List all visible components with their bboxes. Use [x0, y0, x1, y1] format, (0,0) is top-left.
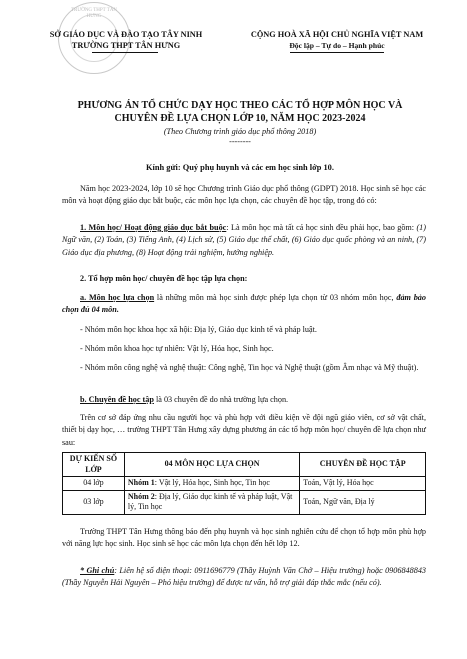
title-dashes: -------- [229, 137, 251, 146]
table-row [63, 490, 426, 514]
subject-combination-table [62, 452, 426, 515]
table-header-count: DỰ KIẾN SỐ LỚP [63, 453, 125, 477]
doc-subtitle: (Theo Chương trình giáo dục phổ thông 2018) [163, 127, 317, 136]
basis-paragraph: Trên cơ sở đáp ứng nhu cầu người học và phù hợp với điều kiện về đội ngũ giáo viên, cơ sở vật chất, thiết bị dạy học, … trường THPT Tân Hưng xây dựng phương án các tổ hợp môn học/ chuyên đề lựa chọn như sau: [62, 413, 426, 447]
note-label: * Ghi chú [80, 566, 115, 575]
section-2a-text: là những môn mà học sinh được phép lựa chọn từ 03 nhóm môn học, [154, 293, 397, 302]
table-row [63, 477, 426, 491]
group-1-item: - Nhóm môn học khoa học xã hội: Địa lý, Giáo dục kinh tế và pháp luật. [80, 325, 317, 334]
header-school: TRƯỜNG THPT TÂN HƯNG [71, 41, 181, 50]
section-2a-paragraph [62, 292, 426, 317]
group-label: Nhóm 1 [127, 478, 155, 487]
section-2-heading: 2. Tổ hợp môn học/ chuyên đề học tập lựa chọn: [80, 274, 248, 283]
section-2a-label: a. Môn học lựa chọn [80, 293, 155, 302]
note-text: : Liên hệ số điện thoại: 0911696779 (Thầy Huỳnh Văn Chớ – Hiệu trưởng) hoặc 0906848843 (Thầy Nguyễn Hải Nguyên – Phó hiệu trưởng) để được tư vấn, hỗ trợ giải đáp thắc mắc (nếu có). [62, 566, 427, 588]
header-right-underline [290, 52, 384, 53]
section-2a-emphasis: đảm bảo chọn đủ 04 môn. [62, 293, 426, 315]
table-cell-topics: Toán, Ngữ văn, Địa lý [300, 490, 426, 514]
closing-paragraph: Trường THPT Tân Hưng thông báo đến phụ huynh và học sinh nghiên cứu để chọn tổ hợp môn phù hợp với năng lực học sinh. Học sinh sẽ học các môn lựa chọn đến hết lớp 12. [62, 527, 426, 549]
group-2-item: - Nhóm môn khoa học tự nhiên: Vật lý, Hóa học, Sinh học. [80, 344, 274, 353]
header-nation: CỘNG HOÀ XÃ HỘI CHỦ NGHĨA VIỆT NAM [250, 30, 424, 39]
section-1-text: : Là môn học mà tất cả học sinh đều phải học, bao gồm: [226, 223, 417, 232]
doc-title-line1: PHƯƠNG ÁN TỔ CHỨC DẠY HỌC THEO CÁC TỔ HỢP MÔN HỌC VÀ [77, 100, 403, 111]
section-1-heading: 1. Môn học/ Hoạt động giáo dục bắt buộc [80, 223, 227, 232]
header-left-underline [92, 52, 158, 53]
table-cell-count: 03 lớp [63, 490, 125, 514]
table-cell-subjects [124, 490, 299, 514]
section-1-paragraph [62, 222, 426, 259]
doc-title-line2: CHUYÊN ĐỀ LỰA CHỌN LỚP 10, NĂM HỌC 2023-2024 [114, 113, 366, 124]
header-org: SỞ GIÁO DỤC VÀ ĐÀO TẠO TÂY NINH [49, 30, 203, 39]
group-3-item: - Nhóm môn công nghệ và nghệ thuật: Công nghệ, Tin học và Nghệ thuật (gồm Âm nhạc và Mỹ thuật). [80, 363, 419, 372]
header-motto: Độc lập – Tự do – Hạnh phúc [289, 41, 385, 50]
table-header-topics: CHUYÊN ĐỀ HỌC TẬP [300, 453, 426, 477]
section-1-subjects: (1) Ngữ văn, (2) Toán, (3) Tiếng Anh, (4) Lịch sử, (5) Giáo dục thể chất, (6) Giáo dục quốc phòng và an ninh, (7) Giáo dục địa phương, (8) Hoạt động trải nghiệm, hướng nghiệp. [62, 223, 426, 257]
table-cell-count: 04 lớp [63, 477, 125, 491]
group-subjects: : Vật lý, Hóa học, Sinh học, Tin học [154, 478, 270, 487]
section-2b-text: là 03 chuyên đề do nhà trường lựa chọn. [153, 395, 289, 404]
table-header-subjects: 04 MÔN HỌC LỰA CHỌN [124, 453, 299, 477]
group-subjects: : Địa lý, Giáo dục kinh tế và pháp luật, Vật lý, Tin học [127, 491, 293, 511]
greeting: Kính gửi: Quý phụ huynh và các em học sinh lớp 10. [146, 163, 334, 172]
note-paragraph [62, 565, 426, 590]
section-2b-paragraph [62, 394, 426, 406]
intro-paragraph: Năm học 2023-2024, lớp 10 sẽ học Chương trình Giáo dục phổ thông (GDPT) 2018. Học sinh sẽ học các môn và hoạt động giáo dục bắt buộc, các môn học lựa chọn, các chuyên đề học tập, trong đó có: [62, 184, 426, 206]
group-label: Nhóm 2 [127, 491, 155, 501]
section-2b-label: b. Chuyên đề học tập [80, 395, 154, 404]
stamp-text: TRƯỜNG THPT TÂN HƯNG [70, 8, 118, 19]
table-header-row [63, 453, 426, 477]
table-cell-subjects [124, 477, 299, 491]
table-cell-topics: Toán, Vật lý, Hóa học [300, 477, 426, 491]
